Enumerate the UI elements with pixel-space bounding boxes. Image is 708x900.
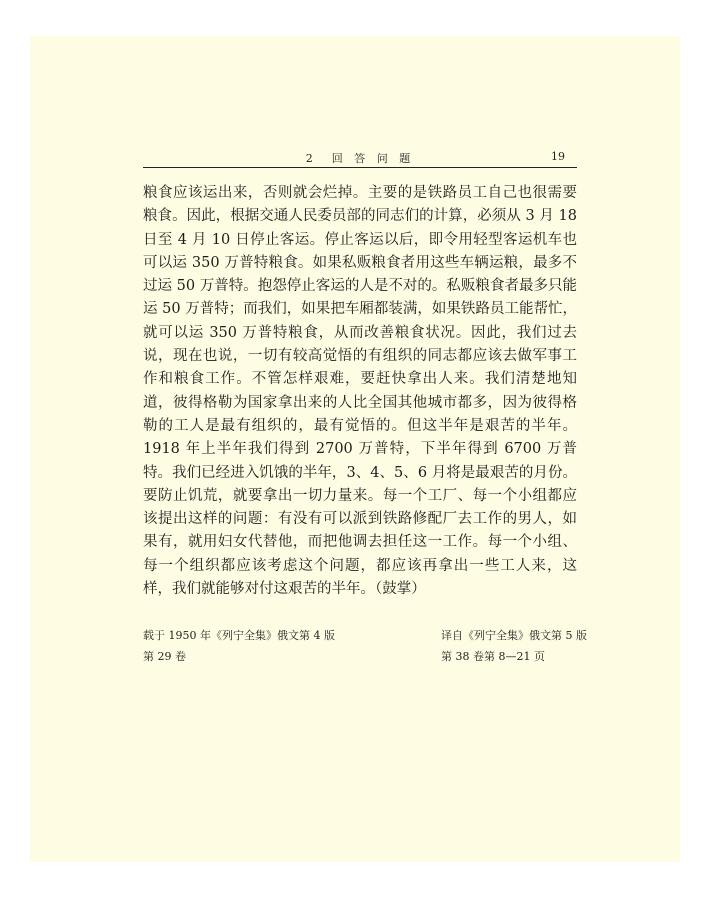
source-note xyxy=(143,625,335,667)
translation-note-line-2: 第 38 卷第 8—21 页 xyxy=(441,650,545,663)
source-note-line-2: 第 29 卷 xyxy=(143,650,186,663)
page-number: 19 xyxy=(551,150,565,163)
running-header xyxy=(143,147,577,168)
source-note-line-1: 载于 1950 年《列宁全集》俄文第 4 版 xyxy=(143,629,335,642)
translation-note-line-1: 译自《列宁全集》俄文第 5 版 xyxy=(441,629,587,642)
main-text xyxy=(143,182,577,601)
translation-note xyxy=(441,625,587,667)
chapter-title: 2 回 答 问 题 xyxy=(305,152,415,165)
body-paragraph: 粮食应该运出来，否则就会烂掉。主要的是铁路员工自己也很需要粮食。因此，根据交通人民委员部的同志们的计算，必须从 3 月 18 日至 4 月 10 日停止客运。停止客运以后，即令用轻型客运机车也可以运 350 万普特粮食。如果私贩粮食者用这些车辆运粮，最多不过运 50 万普特。抱怨停止客运的人是不对的。私贩粮食者最多只能运 50 万普特；而我们，如果把车厢都装满，如果铁路员工能帮忙，就可以运 350 万普特粮食，从而改善粮食状况。因此，我们过去说，现在也说，一切有较高觉悟的有组织的同志都应该去做军事工作和粮食工作。不管怎样艰难，要赶快拿出人来。我们清楚地知道，彼得格勒为国家拿出来的人比全国其他城市都多，因为彼得格勒的工人是最有组织的，最有觉悟的。但这半年是艰苦的半年。1918 年上半年我们得到 2700 万普特，下半年得到 6700 万普特。我们已经进入饥饿的半年，3、4、5、6 月将是最艰苦的月份。要防止饥荒，就要拿出一切力量来。每一个工厂、每一个小组都应该提出这样的问题：有没有可以派到铁路修配厂去工作的男人，如果有，就用妇女代替他，而把他调去担任这一工作。每一个小组、每一个组织都应该考虑这个问题，都应该再拿出一些工人来，这样，我们就能够对付这艰苦的半年。（鼓掌） xyxy=(143,185,577,598)
